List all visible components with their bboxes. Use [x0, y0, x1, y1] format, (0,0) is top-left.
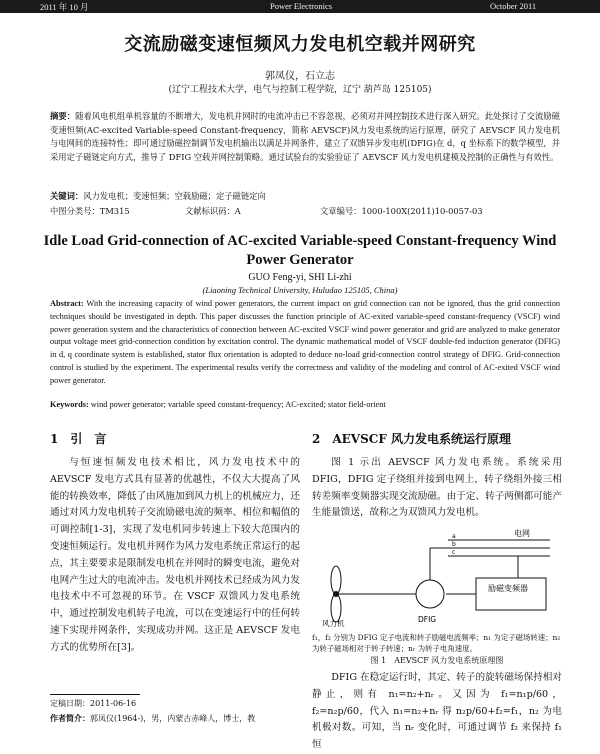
- affiliation-chinese: (辽宁工程技术大学，电气与控制工程学院，辽宁 葫芦岛 125105): [168, 85, 432, 95]
- exciter-box: [476, 578, 546, 610]
- footnote-divider: [50, 694, 140, 695]
- title-english: Idle Load Grid-connection of AC-excited Variable-speed Constant-frequency Wind Power Generator: [43, 233, 557, 268]
- author-bio: [50, 711, 300, 726]
- received-date: 定稿日期：2011-06-16: [50, 699, 137, 708]
- section-2-body-continued: DFIG 在稳定运行时，其定、转子的旋转磁场保持相对静止，则有 n₁=n₂+nᵣ。又因为 f₁=n₁p/60，f₂=n₂p/60，代入 n₁=n₂+nᵣ 得 n₂p/60+f₂=f₁，n₂ 为电机极对数。可知，当 nᵣ 变化时，可通过调节 f₂ 来保持 f₁ 恒: [312, 672, 562, 751]
- dfig-symbol: [416, 580, 444, 608]
- figure-notes: f₁，f₂ 分别为 DFIG 定子电流和转子励磁电流频率；n₁ 为定子磁场转速；n₂ 为转子磁场相对于转子转速；nᵣ 为转子电角速度。: [312, 633, 561, 653]
- section-2-heading: 2 AEVSCF 风力发电系统运行原理: [312, 432, 512, 446]
- wind-turbine-label: 风力机: [322, 619, 345, 628]
- phase-label-c: c: [452, 549, 456, 556]
- header-issue-date: October 2011: [490, 1, 537, 11]
- turbine-hub: [333, 591, 339, 597]
- system-diagram: [318, 528, 558, 628]
- abstract-chinese-label: 摘要：: [50, 111, 76, 121]
- grid-label: 电网: [514, 529, 530, 538]
- keywords-chinese: [50, 190, 560, 202]
- keywords-chinese-text: 风力发电机；变速恒频；空载励磁；定子磁链定向: [83, 191, 266, 201]
- phase-label-a: a: [452, 533, 456, 540]
- exciter-label: 励磁变频器: [488, 584, 528, 593]
- section-1-heading: 1 引 言: [50, 432, 107, 446]
- section-1-body: 与恒速恒频发电技术相比，风力发电技术中的 AEVSCF 发电方式具有显著的优越性，不仅大大提高了风能的转换效率，降低了由风施加到风力机上的机械应力，还通过对风力发电机转子交流励磁电流的频率、相位和幅值的可调控制[1-3]，实现了发电机同步转速上下较大范围内的变速恒频运行。发电机并网作为风力发电系统正常运行的起点，其主要要求是限制发电机在并网时的瞬变电流，避免对电网产生过大的电流冲击。发电机并网技术已经成为风力发电技术中不可忽视的环节。在 VSCF 双馈风力发电系统中，通过控制发电机转子电流，可以在变速运行中的任何转速下实现并网条件，实现成功并网。这正是 AEVSCF 发电方式的优势所在[3]。: [50, 457, 300, 653]
- footnotes: [50, 697, 300, 726]
- section-2-body: 图 1 示出 AEVSCF 风力发电系统。系统采用 DFIG，DFIG 定子绕组并接到电网上，转子绕组外接三相转差频率变频器实现交流励磁。由于定、转子两侧都可能产生能量馈送，故称之为双馈风力发电机。: [312, 457, 562, 519]
- authors-chinese: 郭凤仪，石立志: [265, 71, 335, 82]
- authors-english: GUO Feng-yi, SHI Li-zhi: [248, 272, 352, 283]
- phase-label-b: b: [452, 541, 456, 548]
- header-journal: Power Electronics: [270, 1, 333, 11]
- keywords-english: [50, 400, 560, 409]
- figure-caption: 图 1 AEVSCF 风力发电系统原理图: [370, 656, 504, 665]
- title-chinese: 交流励磁变速恒频风力发电机空载并网研究: [124, 34, 476, 55]
- turbine-blade-top: [331, 566, 341, 594]
- keywords-english-label: Keywords:: [50, 400, 89, 409]
- dfig-label: DFIG: [418, 615, 437, 624]
- article-number: 文章编号：1000-100X(2011)10-0057-03: [320, 206, 483, 216]
- abstract-english-label: Abstract:: [50, 299, 84, 308]
- abstract-chinese-text: 随着风电机组单机容量的不断增大，发电机并网时的电流冲击已不容忽视，必须对并网控制技术进行深入研究。此处探讨了交流励磁变速恒频(AC-excited Variable-speed Constant-frequency，简称 AEVSCF)风力发电系统的运行原理，研究了 AEVSCF 风力发电机与电网间的连接特性；即可通过励磁控制调节发电机输出以满足并网条件，建立了双馈异步发电机(DFIG)在 d，q 坐标系下的数学模型，并采用定子磁链定向方式，推导了 DFIG 空载并网控制策略。通过试验台的实验验证了 AEVSCF 风力发电机建模及控制的正确性与有效性。: [50, 111, 560, 162]
- abstract-english-text: With the increasing capacity of wind power generators, the current impact on grid connection can not be ignored, thus the grid connection techniques should be investigated in depth. This paper discusses the function principle of AC-exited variable-speed constant-frequency (VSCF) wind power generation system and the characteristics of connection between AC-excited VSCF wind power generator and grid are analyzed to make generator output voltage meet grid-connection condition by excitation control. The dynamic mathematical model of VSCF double-fed induction generator (DFIG) in d, q coordinate system is established, stator flux orientation is adopted to deduce no-load grid-connection control strategy of DFIG. Grid-connection control is studied by the experiment. The experimental results verify the correctness and validity of the modeling and control of AC-exited VSCF wind power generator.: [50, 299, 560, 385]
- author-bio-text: 郭凤仪(1964-)，男，内蒙古赤峰人，博士，教: [90, 714, 256, 723]
- abstract-chinese: [50, 110, 560, 164]
- document-code: 文献标识码：A: [185, 206, 241, 216]
- author-bio-label: 作者简介：: [50, 713, 90, 723]
- header-date: 2011 年 10 月: [40, 2, 89, 12]
- turbine-blade-bottom: [331, 594, 341, 622]
- clc-number: 中图分类号：TM315: [50, 206, 130, 216]
- journal-header-bar: [0, 0, 600, 13]
- abstract-english: [50, 298, 560, 388]
- keywords-english-text: wind power generator; variable speed constant-frequency; AC-excited; stator field-orient: [90, 400, 386, 409]
- keywords-chinese-label: 关键词：: [50, 191, 84, 201]
- affiliation-english: (Liaoning Technical University, Huludao 125105, China): [202, 285, 398, 295]
